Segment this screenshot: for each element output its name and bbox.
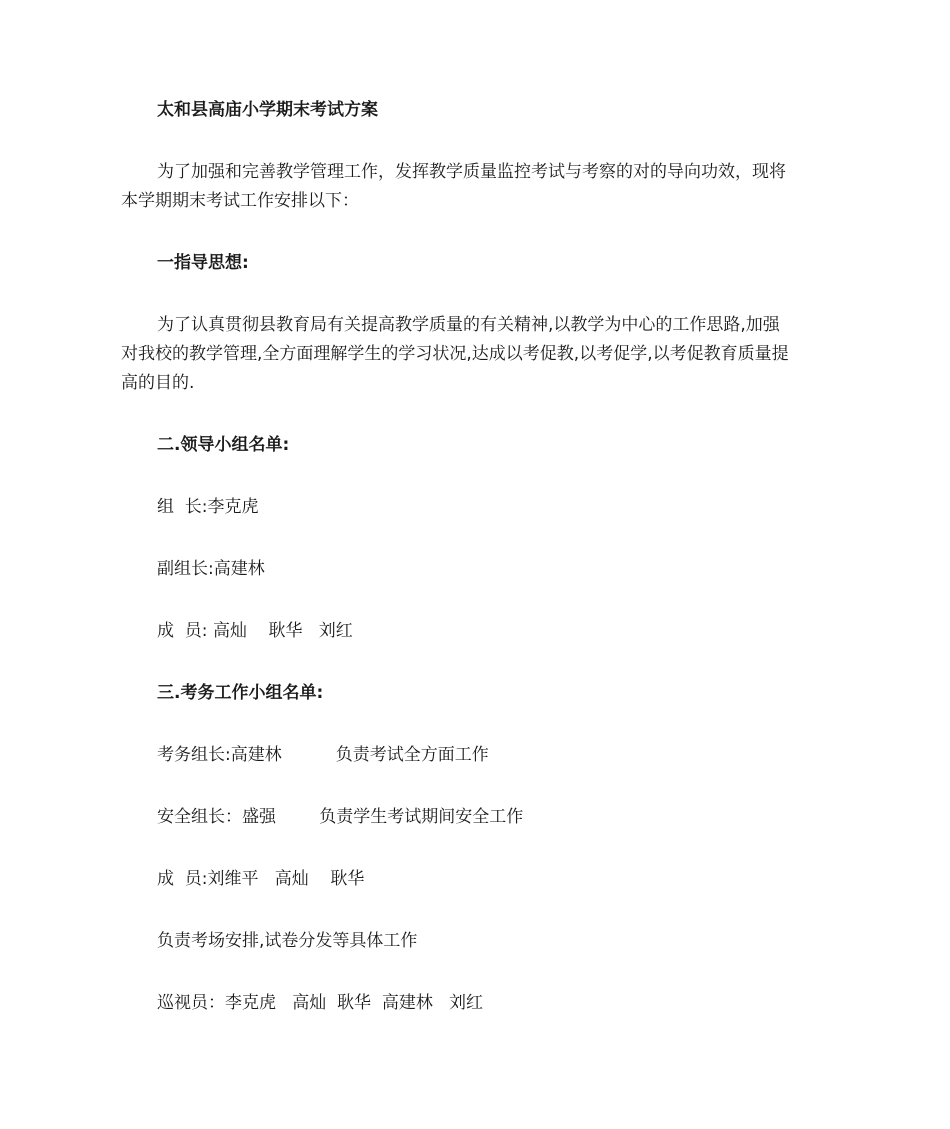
exam-members-line: 成 员:刘维平 高灿 耿华 xyxy=(157,869,365,889)
intro-paragraph-line-1: 为了加强和完善教学管理工作，发挥教学质量监控考试与考察的对的导向功效，现将 xyxy=(157,162,786,182)
exam-affairs-leader-line: 考务组长:高建林 负责考试全方面工作 xyxy=(157,745,489,765)
section-1-paragraph-line-3: 高的目的. xyxy=(121,373,195,393)
members-line: 成 员: 高灿 耿华 刘红 xyxy=(157,621,353,641)
inspectors-line: 巡视员：李克虎 高灿 耿华 高建林 刘红 xyxy=(157,993,484,1013)
section-1-heading: 一指导思想: xyxy=(157,253,249,273)
safety-leader-line: 安全组长：盛强 负责学生考试期间安全工作 xyxy=(157,807,524,827)
section-1-paragraph-line-2: 对我校的教学管理,全方面理解学生的学习状况,达成以考促教,以考促学,以考促教育质量提 xyxy=(121,344,789,364)
intro-paragraph-line-2: 本学期期末考试工作安排以下： xyxy=(121,191,359,211)
section-2-heading: 二.领导小组名单: xyxy=(157,435,290,455)
section-1-paragraph-line-1: 为了认真贯彻县教育局有关提高教学质量的有关精神,以教学为中心的工作思路,加强 xyxy=(157,315,780,335)
deputy-leader-line: 副组长:高建林 xyxy=(157,559,265,579)
exam-members-duty-line: 负责考场安排,试卷分发等具体工作 xyxy=(157,931,418,951)
document-title: 太和县高庙小学期末考试方案 xyxy=(157,100,378,120)
section-3-heading: 三.考务工作小组名单: xyxy=(157,683,324,703)
leader-line: 组 长:李克虎 xyxy=(157,497,259,517)
